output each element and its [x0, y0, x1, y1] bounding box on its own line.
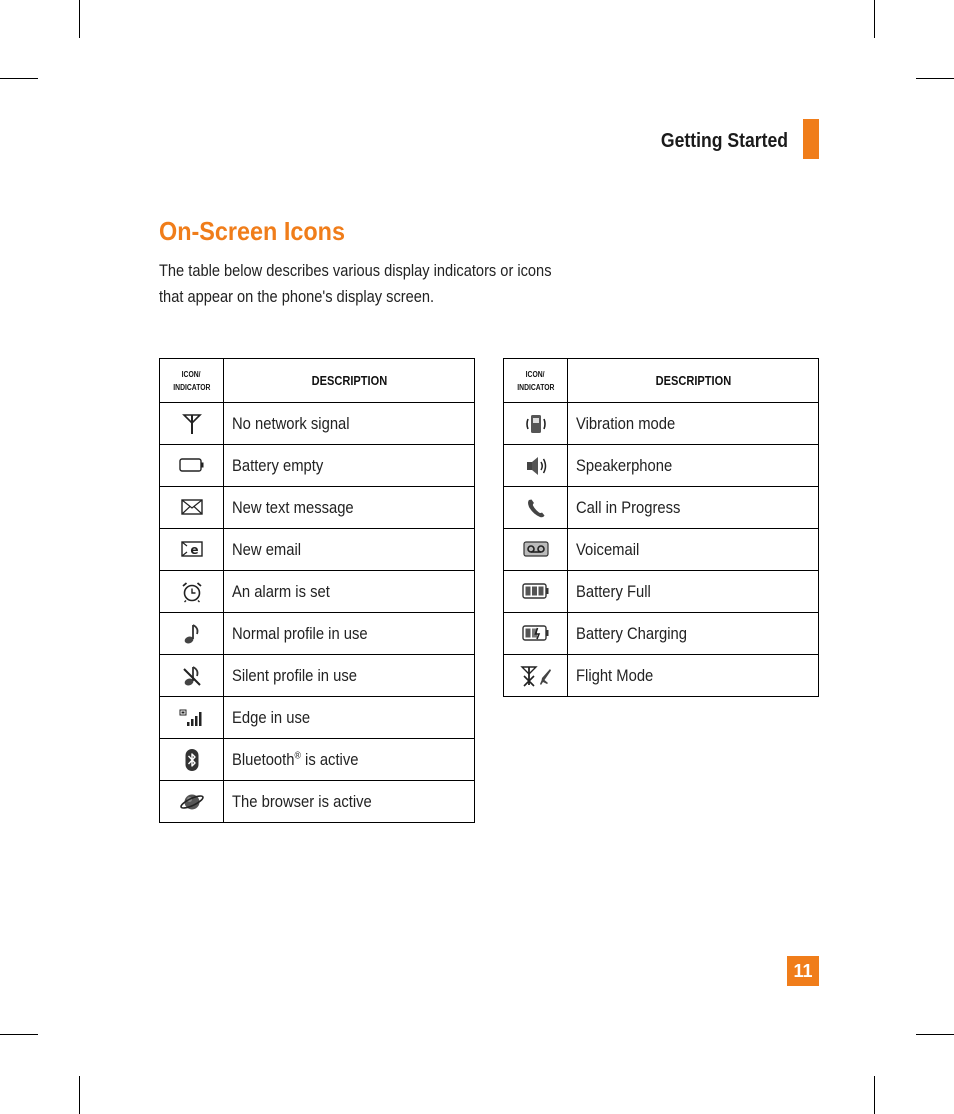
flight-mode-icon: [504, 655, 568, 697]
intro-line: The table below describes various display indicators or icons: [159, 261, 552, 280]
intro-line: that appear on the phone's display screen.: [159, 287, 435, 306]
header-icon-line1: ICON/: [182, 369, 201, 379]
row-description: [224, 487, 475, 529]
description-text: No network signal: [232, 413, 350, 433]
browser-planet-icon: [160, 781, 224, 823]
row-description: [568, 613, 819, 655]
page-number: 11: [787, 956, 819, 986]
icon-column-header: [160, 359, 224, 403]
row-description: [568, 655, 819, 697]
row-description: [224, 613, 475, 655]
edge-signal-icon: [160, 697, 224, 739]
icon-table-left: [159, 358, 475, 823]
crop-mark: [916, 1034, 954, 1035]
vibration-icon: [504, 403, 568, 445]
battery-full-icon: [504, 571, 568, 613]
table-row: [160, 571, 475, 613]
icon-column-header: [504, 359, 568, 403]
registered-mark: ®: [294, 749, 301, 761]
row-description: [224, 697, 475, 739]
antenna-icon: [160, 403, 224, 445]
crop-mark: [0, 78, 38, 79]
table-row: [160, 655, 475, 697]
table-header-row: [160, 359, 475, 403]
crop-mark: [79, 1076, 80, 1114]
battery-empty-icon: [160, 445, 224, 487]
row-description: [224, 529, 475, 571]
icon-table-right: [503, 358, 819, 697]
table-row: [160, 403, 475, 445]
envelope-icon: [160, 487, 224, 529]
alarm-clock-icon: [160, 571, 224, 613]
svg-text:e: e: [189, 543, 199, 558]
description-text: Voicemail: [576, 539, 640, 559]
row-description: [568, 445, 819, 487]
voicemail-icon: [504, 529, 568, 571]
table-row: [504, 571, 819, 613]
description-text: An alarm is set: [232, 581, 330, 601]
bluetooth-icon: [160, 739, 224, 781]
section-header: Getting Started: [660, 130, 788, 152]
table-row: [160, 613, 475, 655]
table-row: [504, 613, 819, 655]
header-description: DESCRIPTION: [655, 373, 731, 388]
row-description: [568, 571, 819, 613]
table-row: [160, 445, 475, 487]
header-icon-line1: ICON/: [526, 369, 545, 379]
row-description: [224, 571, 475, 613]
table-row: [160, 739, 475, 781]
description-column-header: [568, 359, 819, 403]
row-description: [224, 781, 475, 823]
table-row: [504, 403, 819, 445]
table-row: [504, 529, 819, 571]
row-description: [224, 739, 475, 781]
description-text: New email: [232, 539, 302, 559]
description-text: Battery empty: [232, 455, 324, 475]
table-row: [504, 487, 819, 529]
description-column-header: [224, 359, 475, 403]
description-text: Battery Full: [576, 581, 651, 601]
description-text: Speakerphone: [576, 455, 673, 475]
table-header-row: [504, 359, 819, 403]
table-row: [160, 487, 475, 529]
table-row: [160, 781, 475, 823]
row-description: [568, 487, 819, 529]
row-description: [224, 445, 475, 487]
description-text: Edge in use: [232, 707, 311, 727]
crop-mark: [79, 0, 80, 38]
description-text: Battery Charging: [576, 623, 687, 643]
table-row: [504, 655, 819, 697]
row-description: [224, 655, 475, 697]
section-tab: [803, 119, 819, 159]
header-icon-line2: INDICATOR: [172, 382, 211, 392]
crop-mark: [874, 1076, 875, 1114]
email-icon: [160, 529, 224, 571]
description-text: Bluetooth® is active: [232, 749, 359, 769]
music-note-icon: [160, 613, 224, 655]
header-description: DESCRIPTION: [311, 373, 387, 388]
row-description: [568, 403, 819, 445]
speaker-icon: [504, 445, 568, 487]
description-text: Vibration mode: [576, 413, 676, 433]
table-row: [160, 529, 475, 571]
description-text: Silent profile in use: [232, 665, 357, 685]
intro-paragraph: [159, 258, 563, 310]
row-description: [568, 529, 819, 571]
description-text: Flight Mode: [576, 665, 654, 685]
battery-charging-icon: [504, 613, 568, 655]
description-text: Normal profile in use: [232, 623, 368, 643]
row-description: [224, 403, 475, 445]
phone-handset-icon: [504, 487, 568, 529]
crop-mark: [874, 0, 875, 38]
muted-note-icon: [160, 655, 224, 697]
description-text: New text message: [232, 497, 354, 517]
page-title: On-Screen Icons: [159, 216, 345, 246]
description-text: The browser is active: [232, 791, 372, 811]
description-text: Call in Progress: [576, 497, 681, 517]
crop-mark: [0, 1034, 38, 1035]
table-row: [160, 697, 475, 739]
table-row: [504, 445, 819, 487]
crop-mark: [916, 78, 954, 79]
header-icon-line2: INDICATOR: [516, 382, 555, 392]
